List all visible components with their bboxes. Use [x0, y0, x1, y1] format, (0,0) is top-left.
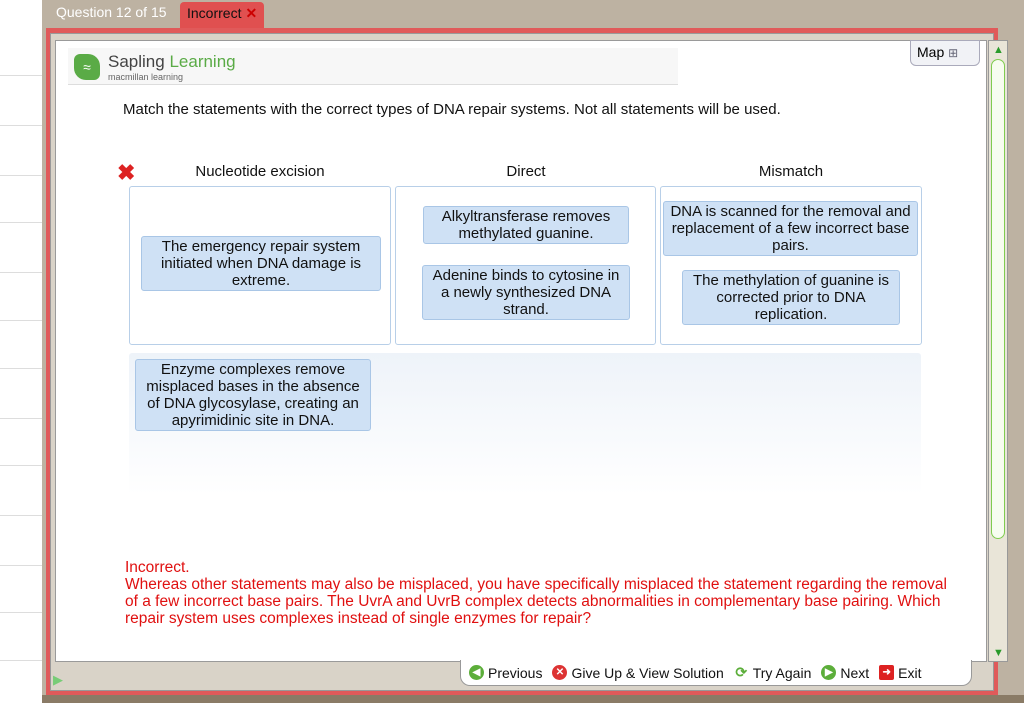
incorrect-x-icon: ✕: [245, 5, 258, 21]
give-up-label: Give Up & View Solution: [571, 664, 724, 681]
feedback-body: Whereas other statements may also be misplaced, you have specifically misplaced the statement regarding the removal of a few incorrect base pairs. The UvrA and UvrB complex detects abnormalities in complementary base pairing. Which repair system uses complexes instead of single enzymes for repair?: [125, 576, 947, 627]
sapling-logo: [68, 48, 678, 85]
exit-door-icon: ➜: [879, 665, 894, 680]
scroll-up-icon[interactable]: ▲: [993, 44, 1004, 56]
try-again-label: Try Again: [752, 664, 812, 681]
play-icon[interactable]: ▶: [53, 672, 63, 687]
logo-name-a: Sapling: [108, 52, 165, 71]
statement-card[interactable]: Adenine binds to cytosine in a newly synthesized DNA strand.: [422, 265, 630, 320]
previous-label: Previous: [488, 664, 543, 681]
scrollbar[interactable]: [988, 40, 1008, 662]
refresh-icon: ⟳: [735, 664, 748, 680]
logo-title: [108, 52, 236, 72]
column-title: Direct: [506, 163, 546, 180]
feedback: [125, 559, 955, 627]
arrow-left-icon: ◀: [469, 665, 484, 680]
logo-subtitle: macmillan learning: [108, 72, 184, 82]
statement-card[interactable]: Alkyltransferase removes methylated guanine.: [423, 206, 629, 244]
sitemap-icon: ⊞: [948, 46, 959, 60]
logo-name-b: Learning: [169, 52, 236, 71]
cancel-icon: ✕: [552, 665, 567, 680]
column-title: Mismatch: [758, 163, 824, 180]
scroll-down-icon[interactable]: ▼: [993, 647, 1004, 659]
question-prompt: Match the statements with the correct types of DNA repair systems. Not all statements will be used.: [123, 101, 781, 118]
status-tab: [180, 2, 264, 28]
statement-card[interactable]: Enzyme complexes remove misplaced bases in the absence of DNA glycosylase, creating an apyrimidinic site in DNA.: [135, 359, 371, 431]
question-counter: Question 12 of 15: [56, 4, 167, 20]
next-button[interactable]: [821, 665, 869, 681]
statement-card[interactable]: The methylation of guanine is corrected prior to DNA replication.: [682, 270, 900, 325]
sapling-logo-icon: ≈: [74, 54, 100, 80]
try-again-button[interactable]: [734, 665, 812, 681]
exit-button[interactable]: [879, 665, 921, 681]
map-button[interactable]: [910, 40, 980, 66]
arrow-right-icon: ▶: [821, 665, 836, 680]
next-label: Next: [840, 664, 870, 681]
left-strip: [0, 0, 43, 703]
nav-bar: [460, 660, 972, 686]
exit-label: Exit: [898, 664, 922, 681]
statement-card[interactable]: The emergency repair system initiated when DNA damage is extreme.: [141, 236, 381, 291]
statement-card[interactable]: DNA is scanned for the removal and replacement of a few incorrect base pairs.: [663, 201, 918, 256]
give-up-button[interactable]: [552, 665, 723, 681]
feedback-title: Incorrect.: [125, 559, 190, 576]
wrong-column-x-icon: ✖: [117, 160, 136, 185]
frame-bottom: [42, 695, 1024, 703]
previous-button[interactable]: [469, 665, 542, 681]
scroll-thumb[interactable]: [991, 59, 1005, 539]
status-label: Incorrect: [187, 5, 242, 21]
column-title: Nucleotide excision: [195, 163, 325, 180]
map-label: Map: [917, 44, 945, 60]
